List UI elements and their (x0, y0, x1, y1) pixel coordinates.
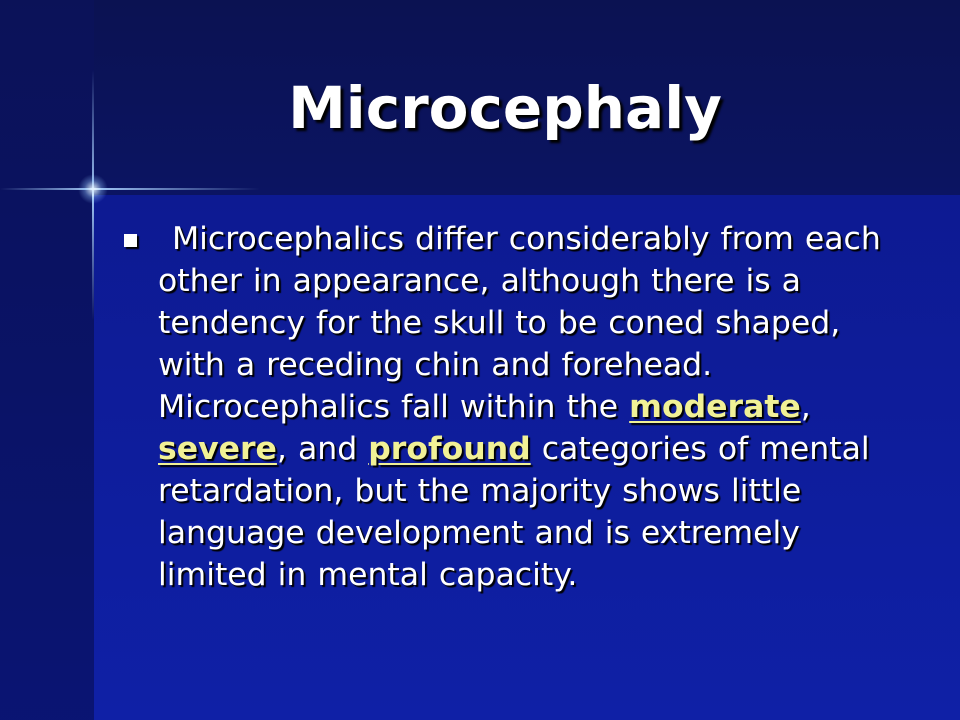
paragraph-text: , and (276, 431, 369, 467)
paragraph-text: , (800, 389, 811, 425)
moderate-link[interactable]: moderate (629, 389, 801, 425)
square-bullet-icon (124, 234, 137, 247)
paragraph-text: Microcephalics differ considerably from each other in appearance, although there is a tendency for the skull to be coned shaped, with a receding chin and forehead. Microcephalics fall within the (158, 221, 881, 425)
sparkle-star-icon (78, 174, 108, 204)
severe-link[interactable]: severe (158, 431, 277, 467)
bullet-paragraph (120, 218, 910, 596)
paragraph-text: categories of mental retardation, but the majority shows little language development and is extremely limited in mental capacity. (158, 431, 870, 593)
profound-link[interactable]: profound (368, 431, 531, 467)
slide-body (120, 218, 910, 596)
sparkle-horizontal-ray (0, 188, 260, 190)
slide-title: Microcephaly (288, 74, 722, 142)
